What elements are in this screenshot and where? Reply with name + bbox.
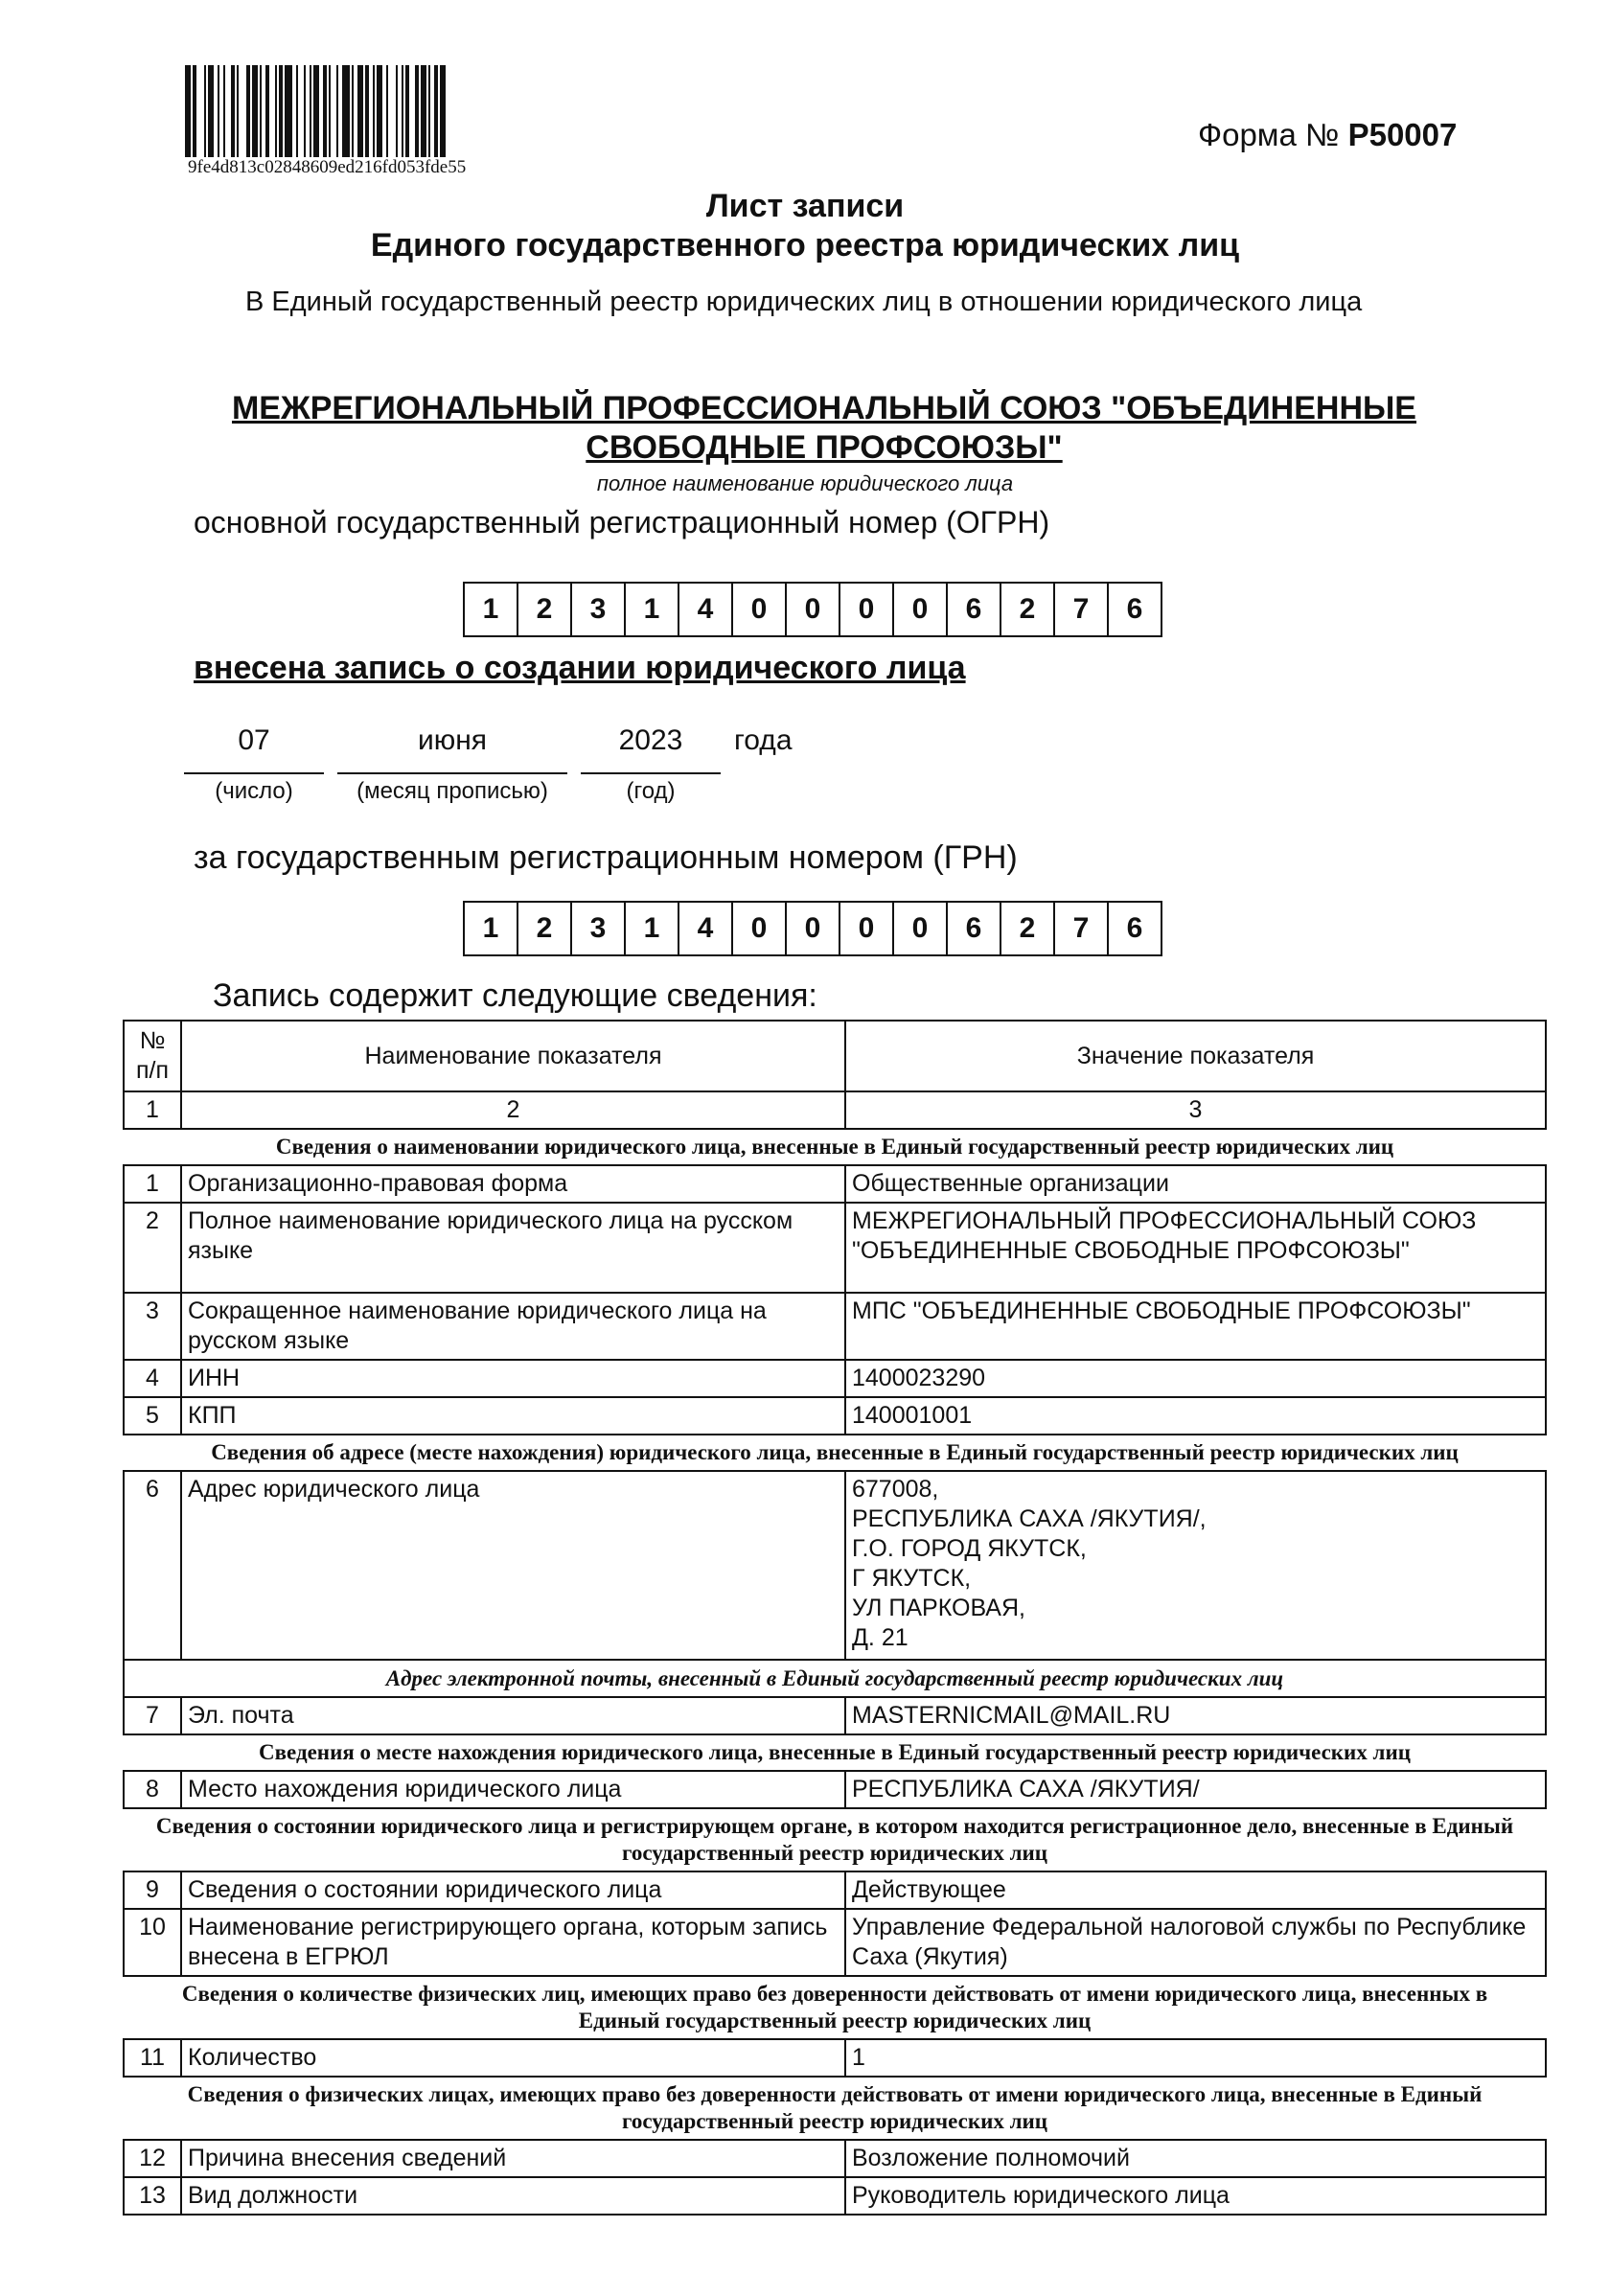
intro-text: В Единый государственный реестр юридических лиц в отношении юридического лица (245, 287, 1363, 317)
col-number-header: № п/п (124, 1021, 181, 1091)
section-heading: Сведения о месте нахождения юридического лица, внесенные в Единый государственный реестр юридических лиц (259, 1740, 1411, 1764)
row-number: 9 (124, 1871, 181, 1909)
ogrn-digit: 1 (626, 584, 679, 635)
ogrn-digit: 3 (572, 584, 626, 635)
date-suffix: года (734, 724, 793, 756)
table-row (124, 1697, 1546, 1734)
date-day-line (184, 772, 324, 774)
grn-digit: 0 (894, 903, 948, 954)
table-row (124, 2177, 1546, 2215)
grn-digit: 7 (1055, 903, 1109, 954)
row-value: 140001001 (845, 1397, 1546, 1435)
ogrn-digit: 0 (894, 584, 948, 635)
entry-statement: внесена запись о создании юридического лица (194, 650, 966, 686)
row-name: Сведения о состоянии юридического лица (181, 1871, 845, 1909)
form-prefix: Форма № (1198, 117, 1340, 152)
document-title: Лист записи (705, 188, 905, 224)
row-number: 7 (124, 1697, 181, 1734)
address-value (845, 1471, 1546, 1660)
barcode-bar (388, 65, 396, 157)
form-code: P50007 (1347, 117, 1458, 152)
grn-digit: 0 (787, 903, 840, 954)
row-value: 1400023290 (845, 1360, 1546, 1397)
row-name: Место нахождения юридического лица (181, 1771, 845, 1808)
table-row (124, 1871, 1546, 1909)
ogrn-digit: 6 (1126, 593, 1143, 625)
barcode-bar (342, 65, 350, 157)
col-value-header: Значение показателя (845, 1021, 1546, 1091)
row-value: Возложение полномочий (845, 2140, 1546, 2177)
section-heading: Сведения о наименовании юридического лица, внесенные в Единый государственный реестр юридических лиц (275, 1135, 1394, 1159)
row-value: МПС "ОБЪЕДИНЕННЫЕ СВОБОДНЫЕ ПРОФСОЮЗЫ" (845, 1293, 1546, 1360)
row-number: 1 (124, 1165, 181, 1203)
row-number: 2 (124, 1203, 181, 1293)
date-day: 07 (238, 724, 270, 756)
table-row (124, 1360, 1546, 1397)
date-month: июня (417, 724, 488, 756)
grn-digit: 2 (1001, 903, 1055, 954)
barcode-bar (196, 65, 204, 157)
row-value: MASTERNICMAIL@MAIL.RU (845, 1697, 1546, 1734)
row-value: Общественные организации (845, 1165, 1546, 1203)
ogrn-digit: 4 (679, 584, 733, 635)
subsection-heading: Адрес электронной почты, внесенный в Единый государственный реестр юридических лиц (124, 1660, 1546, 1697)
ogrn-digit: 2 (1001, 584, 1055, 635)
address-line: Г ЯКУТСК, (852, 1565, 972, 1592)
grn-digit: 3 (572, 903, 626, 954)
address-line: РЕСПУБЛИКА САХА /ЯКУТИЯ/, (852, 1505, 1207, 1532)
address-line: Г.О. ГОРОД ЯКУТСК, (852, 1535, 1087, 1562)
row-number: 8 (124, 1771, 181, 1808)
table-row (124, 1203, 1546, 1293)
row-number: 13 (124, 2177, 181, 2215)
ogrn-digit: 1 (465, 584, 518, 635)
date-year-line (581, 772, 721, 774)
ogrn-digit: 2 (518, 584, 572, 635)
row-name: ИНН (181, 1360, 845, 1397)
row-name: Количество (181, 2039, 845, 2077)
col-index-2: 2 (181, 1091, 845, 1129)
table-row (124, 1471, 1546, 1660)
ogrn-digit: 0 (733, 584, 787, 635)
ogrn-digit: 6 (948, 584, 1001, 635)
col-index-3: 3 (845, 1091, 1546, 1129)
row-name: Организационно-правовая форма (181, 1165, 845, 1203)
row-number: 12 (124, 2140, 181, 2177)
col-name-header: Наименование показателя (181, 1021, 845, 1091)
row-value: МЕЖРЕГИОНАЛЬНЫЙ ПРОФЕССИОНАЛЬНЫЙ СОЮЗ "ОБЪЕДИНЕННЫЕ СВОБОДНЫЕ ПРОФСОЮЗЫ" (845, 1203, 1546, 1293)
col-index-1: 1 (124, 1091, 181, 1129)
row-number: 5 (124, 1397, 181, 1435)
barcode (185, 65, 463, 157)
address-line: УЛ ПАРКОВАЯ, (852, 1595, 1025, 1621)
ogrn-digit: 7 (1055, 584, 1109, 635)
table-row (124, 1397, 1546, 1435)
document-subtitle: Единого государственного реестра юридических лиц (370, 227, 1240, 264)
table-index-row (124, 1091, 1546, 1129)
row-number: 3 (124, 1293, 181, 1360)
row-value: Руководитель юридического лица (845, 2177, 1546, 2215)
row-name: Эл. почта (181, 1697, 845, 1734)
table-header-row (124, 1021, 1546, 1091)
address-line: Д. 21 (852, 1624, 908, 1651)
ogrn-digit: 0 (787, 584, 840, 635)
date-day-caption: (число) (215, 778, 293, 804)
row-name: Вид должности (181, 2177, 845, 2215)
section-heading: Сведения о физических лицах, имеющих право без доверенности действовать от имени юридического лица, внесенные в Единый государственный реестр юридических лиц (187, 2082, 1483, 2133)
row-value: Управление Федеральной налоговой службы по Республике Саха (Якутия) (845, 1909, 1546, 1976)
row-name: КПП (181, 1397, 845, 1435)
grn-digit: 1 (626, 903, 679, 954)
date-year: 2023 (618, 724, 683, 756)
row-value: РЕСПУБЛИКА САХА /ЯКУТИЯ/ (845, 1771, 1546, 1808)
date-year-caption: (год) (626, 778, 676, 804)
row-name: Причина внесения сведений (181, 2140, 845, 2177)
grn-digit: 6 (948, 903, 1001, 954)
ogrn-label: основной государственный регистрационный номер (ОГРН) (194, 505, 1050, 540)
table-row (124, 2140, 1546, 2177)
table-row (124, 2039, 1546, 2077)
org-full-name: МЕЖРЕГИОНАЛЬНЫЙ ПРОФЕССИОНАЛЬНЫЙ СОЮЗ "ОБЪЕДИНЕННЫЕ СВОБОДНЫЕ ПРОФСОЮЗЫ" (231, 390, 1416, 466)
table-row (124, 1293, 1546, 1360)
section-heading: Сведения о состоянии юридического лица и регистрирующем органе, в котором находится регистрационное дело, внесенные в Единый государственный реестр юридических лиц (155, 1814, 1514, 1865)
grn-digit: 0 (733, 903, 787, 954)
barcode-bar (440, 65, 446, 157)
table-row (124, 1165, 1546, 1203)
ogrn-digit: 0 (840, 584, 894, 635)
record-contents-label: Запись содержит следующие сведения: (213, 977, 817, 1014)
address-line: 677008, (852, 1476, 939, 1503)
row-name: Наименование регистрирующего органа, которым запись внесена в ЕГРЮЛ (181, 1909, 845, 1976)
barcode-id: 9fe4d813c02848609ed216fd053fde55 (188, 157, 467, 177)
org-name-caption: полное наименование юридического лица (596, 471, 1014, 495)
grn-digit: 4 (679, 903, 733, 954)
row-name: Полное наименование юридического лица на русском языке (181, 1203, 845, 1293)
grn-digit: 0 (840, 903, 894, 954)
record-table (123, 1020, 1547, 2216)
row-name: Сокращенное наименование юридического лица на русском языке (181, 1293, 845, 1360)
grn-digit: 6 (1126, 912, 1143, 944)
date-month-line (337, 772, 567, 774)
table-row (124, 1909, 1546, 1976)
ogrn-digits (463, 582, 1162, 637)
barcode-bar (239, 65, 246, 157)
date-month-caption: (месяц прописью) (356, 778, 548, 804)
row-number: 11 (124, 2039, 181, 2077)
row-number: 6 (124, 1471, 181, 1660)
row-value: 1 (845, 2039, 1546, 2077)
barcode-bar (285, 65, 292, 157)
section-heading: Сведения о количестве физических лиц, имеющих право без доверенности действовать от имени юридического лица, внесенных в Единый государственный реестр юридических лиц (181, 1982, 1488, 2032)
grn-digits (463, 901, 1162, 956)
grn-digit: 1 (465, 903, 518, 954)
form-number (1198, 117, 1457, 153)
table-row (124, 1771, 1546, 1808)
row-number: 10 (124, 1909, 181, 1976)
row-value: Действующее (845, 1871, 1546, 1909)
section-heading: Сведения об адресе (месте нахождения) юридического лица, внесенные в Единый государственный реестр юридических лиц (211, 1440, 1459, 1464)
row-number: 4 (124, 1360, 181, 1397)
grn-digit: 2 (518, 903, 572, 954)
grn-label: за государственным регистрационным номером (ГРН) (194, 839, 1018, 876)
row-name: Адрес юридического лица (181, 1471, 845, 1660)
